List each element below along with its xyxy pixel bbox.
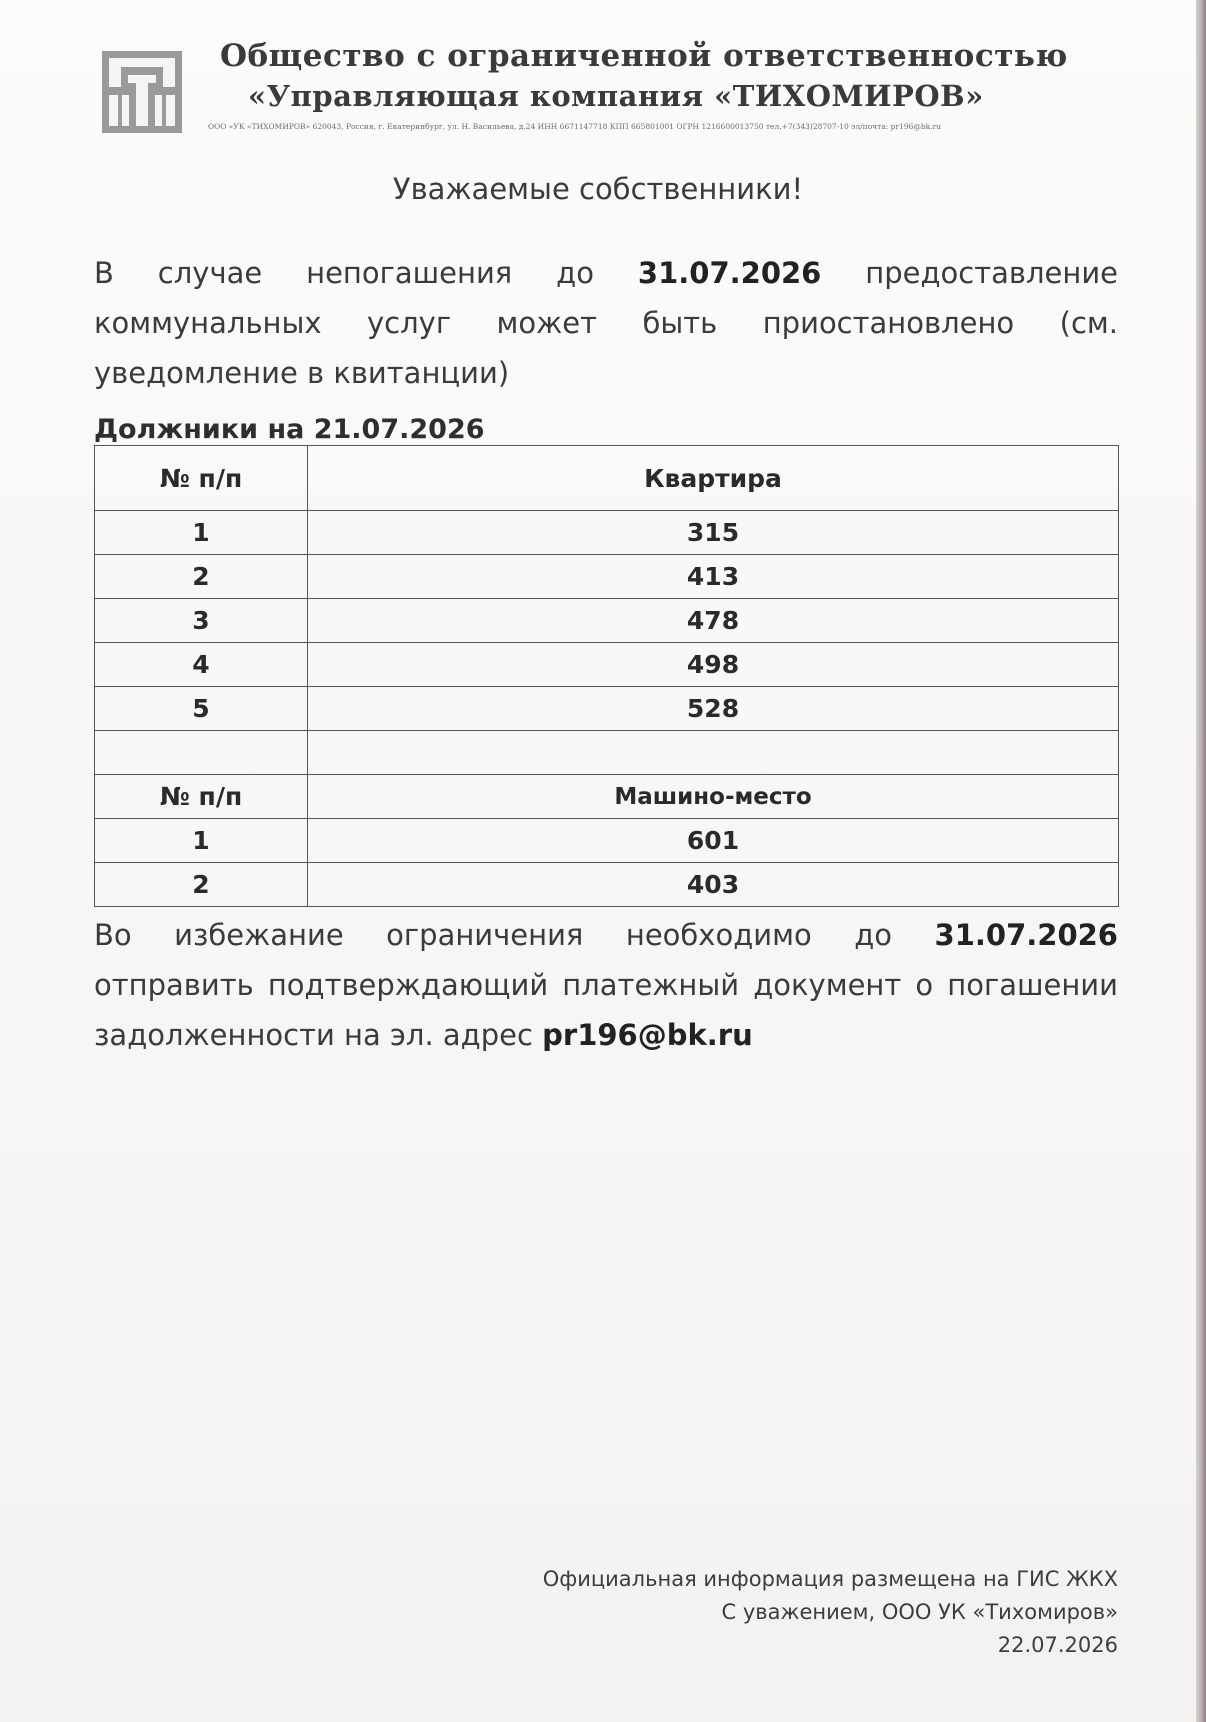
- notice-text-end: предоставление коммунальных услуг может быть приостановлено (см. уведомление в квитанции): [94, 256, 1119, 390]
- table-header-row: [95, 446, 1119, 511]
- apartment-number: 528: [308, 687, 1119, 731]
- instruction-text-start: Во избежание ограничения необходимо до: [94, 918, 935, 952]
- header-number: № п/п: [95, 775, 308, 819]
- row-number: 2: [95, 863, 308, 907]
- footer-signature: С уважением, ООО УК «Тихомиров»: [721, 1600, 1118, 1624]
- header-number: № п/п: [95, 446, 308, 511]
- footer-gis-note: Официальная информация размещена на ГИС ЖКХ: [542, 1567, 1118, 1591]
- company-requisites: ООО «УК «ТИХОМИРОВ» 620043, Россия, г. Екатеринбург, ул. Н. Васильева, д.24 ИНН 6671147718 КПП 665801001 ОГРН 1216600013750 тел.+7(343)28707-10 эл/почта: pr196@bk.ru: [208, 122, 941, 131]
- deadline-date: 31.07.2026: [934, 918, 1118, 952]
- empty-cell: [308, 731, 1119, 775]
- apartment-number: 413: [308, 555, 1119, 599]
- apartment-number: 315: [308, 511, 1119, 555]
- apartment-number: 478: [308, 599, 1119, 643]
- deadline-date: 31.07.2026: [637, 256, 822, 290]
- apartment-number: 498: [308, 643, 1119, 687]
- instruction-text-middle: отправить подтверждающий платежный документ о погашении задолженности на эл. адрес: [94, 968, 1118, 1052]
- table-row: [95, 687, 1119, 731]
- company-logo: [102, 51, 182, 133]
- table-row: [95, 511, 1119, 555]
- empty-separator-row: [95, 731, 1119, 775]
- parking-space-number: 601: [308, 819, 1119, 863]
- page-edge: [1196, 0, 1206, 1722]
- notice-text-start: В случае непогашения до: [94, 256, 638, 290]
- notice-paragraph: [94, 248, 1118, 398]
- greeting-heading: Уважаемые собственники!: [392, 172, 804, 206]
- empty-cell: [95, 731, 308, 775]
- row-number: 1: [95, 819, 308, 863]
- row-number: 3: [95, 599, 308, 643]
- header-apartment: Квартира: [308, 446, 1119, 511]
- table-row: [95, 555, 1119, 599]
- row-number: 2: [95, 555, 308, 599]
- table-row: [95, 863, 1119, 907]
- table-row: [95, 819, 1119, 863]
- debtors-title: Должники на 21.07.2026: [94, 414, 485, 445]
- header-parking: Машино-место: [308, 775, 1119, 819]
- footer-block: [543, 1563, 1118, 1662]
- table-row: [95, 643, 1119, 687]
- row-number: 5: [95, 687, 308, 731]
- row-number: 1: [95, 511, 308, 555]
- email-address: pr196@bk.ru: [542, 1018, 753, 1052]
- table-header-row: [95, 775, 1119, 819]
- instruction-paragraph: [94, 910, 1118, 1060]
- footer-date: 22.07.2026: [997, 1633, 1118, 1657]
- company-name-line2: «Управляющая компания «ТИХОМИРОВ»: [248, 79, 984, 113]
- row-number: 4: [95, 643, 308, 687]
- debtors-table: [94, 445, 1119, 907]
- table-row: [95, 599, 1119, 643]
- parking-space-number: 403: [308, 863, 1119, 907]
- company-name-line1: Общество с ограниченной ответственностью: [220, 38, 1068, 74]
